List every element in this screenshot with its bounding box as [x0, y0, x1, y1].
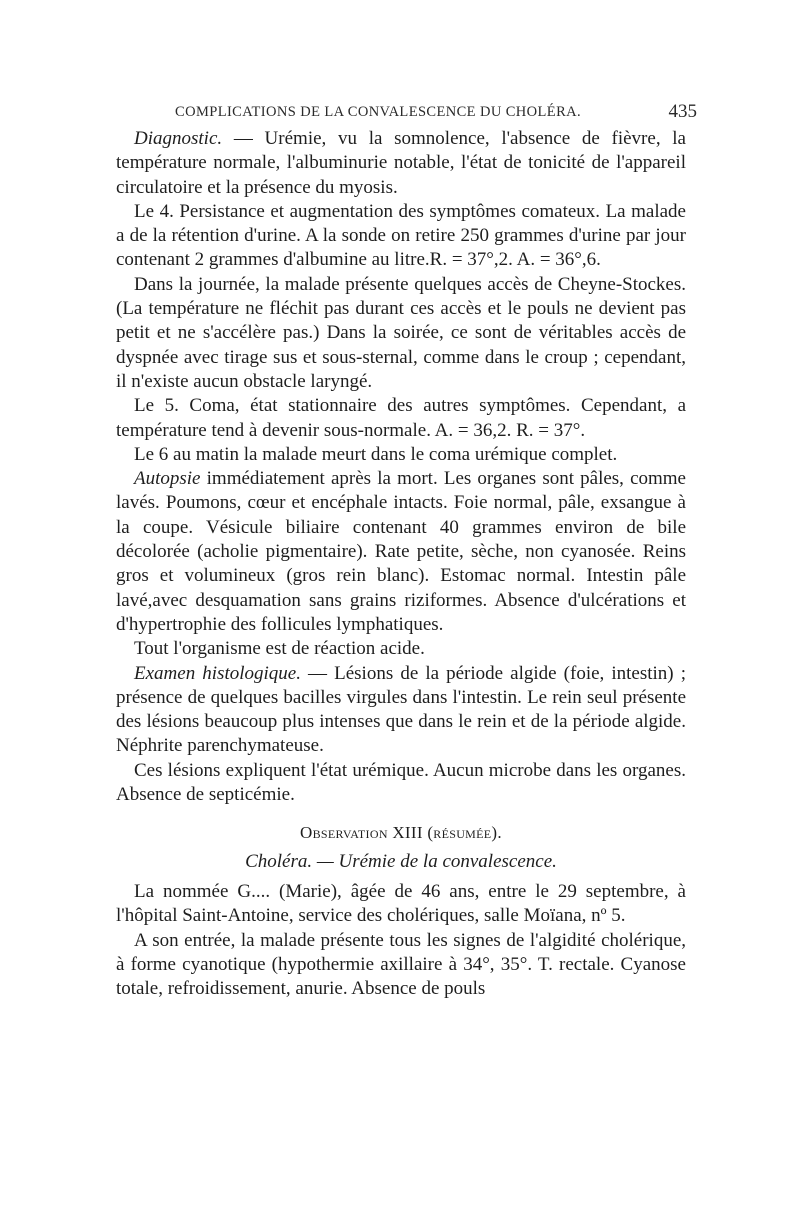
paragraph-entree: A son entrée, la malade présente tous les signes de l'algidité cholérique, à forme cyanotique (hypothermie axillaire à 34°, 35°. T. rectale. Cyanose totale, refroidissement, anurie. Absence de pouls [116, 929, 686, 1000]
paragraph-le-5: Le 5. Coma, état stationnaire des autres symptômes. Cependant, a température tend à devenir sous-normale. A. = 36,2. R. = 37°. [116, 395, 686, 441]
paragraph-nommee: La nommée G.... (Marie), âgée de 46 ans, entre le 29 septembre, à l'hôpital Saint-Antoine, service des cholériques, salle Moïana, nº 5. [116, 880, 686, 927]
running-title: COMPLICATIONS DE LA CONVALESCENCE DU CHOLÉRA. [175, 104, 582, 120]
paragraph-journee: Dans la journée, la malade présente quelques accès de Cheyne-Stockes. (La température ne fléchit pas durant ces accès et le pouls ne devient pas petit et ne s'accélère pas.) Dans la soirée, ce sont de véritables accès de dyspnée avec tirage sus et sous-sternal, comme dans le croup ; cependant, il n'existe aucun obstacle laryngé. [116, 273, 686, 392]
examen-label: Examen histologique. [134, 662, 301, 684]
observation-subtitle: Choléra. — Urémie de la convalescence. [245, 850, 557, 872]
paragraph-examen [116, 662, 686, 759]
paragraph-diagnostic [116, 127, 686, 200]
diagnostic-label: Diagnostic. [134, 128, 223, 149]
paragraph-le-4: Le 4. Persistance et augmentation des symptômes comateux. La malade a de la rétention d'urine. A la sonde on retire 250 grammes d'urine par jour contenant 2 grammes d'albumine au litre.R. = 37°,2. A. = 36°,6. [116, 200, 686, 271]
page-header [175, 101, 697, 128]
paragraph-organisme: Tout l'organisme est de réaction acide. [134, 638, 425, 660]
observation-title: Observation XIII (résumée). [300, 823, 502, 843]
diagnostic-text: — Urémie, vu la somnolence, l'absence de fièvre, la température normale, l'albuminurie notable, l'état de tonicité de l'appareil circulatoire et la présence du myosis. [116, 128, 686, 198]
examen-text: — Lésions de la période algide (foie, intestin) ; présence de quelques bacilles virgules dans l'intestin. Le rein seul présente des lésions beaucoup plus intenses que dans le rein et de la période algide. Néphrite parenchymateuse. [116, 662, 686, 757]
page-body [116, 127, 686, 1001]
paragraph-le-6: Le 6 au matin la malade meurt dans le coma urémique complet. [134, 443, 618, 465]
paragraph-lesions: Ces lésions expliquent l'état urémique. Aucun microbe dans les organes. Absence de septicémie. [116, 759, 686, 806]
page-number: 435 [668, 101, 697, 122]
autopsie-text: immédiatement après la mort. Les organes sont pâles, comme lavés. Poumons, cœur et encéphale intacts. Foie normal, pâle, exsangue à la coupe. Vésicule biliaire contenant 40 grammes environ de bile décolorée (acholie pigmentaire). Rate petite, sèche, non cyanosée. Reins gros et volumineux (gros rein blanc). Estomac normal. Intestin pâle lavé,avec desquamation sans grains riziformes. Absence d'ulcérations et d'hypertrophie des follicules lymphatiques. [116, 468, 686, 635]
autopsie-label: Autopsie [134, 468, 201, 490]
paragraph-autopsie [116, 467, 686, 637]
